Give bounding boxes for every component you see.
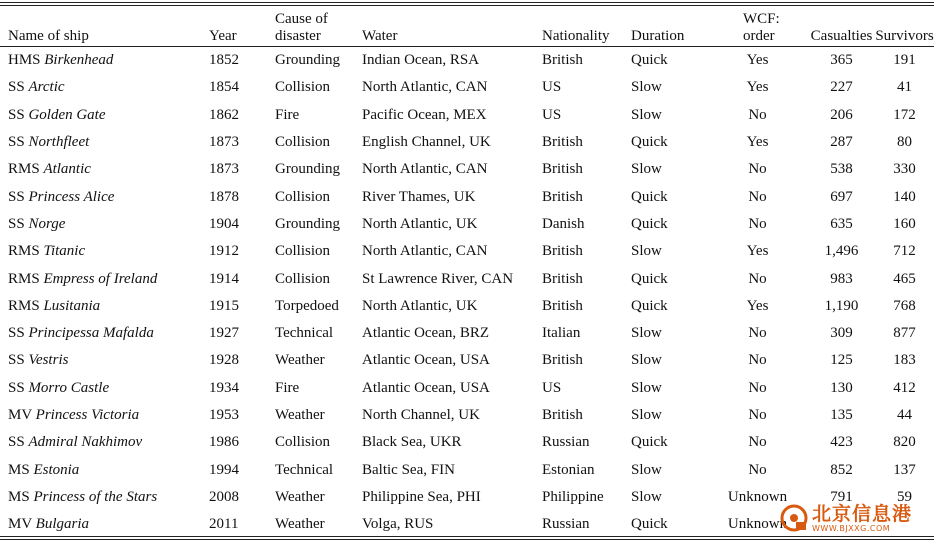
cell-duration: Slow (631, 407, 662, 423)
cell-water: Baltic Sea, FIN (362, 461, 455, 478)
cell-wcf: Unknown (727, 488, 788, 505)
cell-year: 1854 (209, 79, 239, 96)
ship-prefix: SS (8, 79, 25, 96)
cell-ship-name (0, 47, 209, 74)
cell-ship-name (0, 347, 209, 374)
cell-water: Atlantic Ocean, USA (362, 352, 490, 369)
header-wcf-order: WCF: order (743, 11, 780, 44)
cell-casualties: 365 (830, 52, 853, 69)
top-rule (0, 2, 934, 3)
cell-casualties: 227 (830, 79, 853, 96)
cell-duration: Quick (631, 188, 668, 205)
cell-ship-name (0, 293, 209, 320)
watermark-logo-icon (780, 504, 808, 532)
cell-water: North Atlantic, CAN (362, 161, 488, 178)
cell-survivors: 820 (893, 434, 916, 451)
cell-casualties: 635 (830, 215, 853, 232)
cell-casualties: 983 (830, 270, 853, 287)
ship-name: Vestris (28, 352, 69, 369)
table-row (0, 429, 934, 456)
header-casualties: Casualties (810, 28, 873, 44)
cell-cause: Grounding (275, 161, 340, 178)
ship-name: Norge (28, 215, 66, 232)
cell-wcf: No (748, 270, 767, 287)
cell-wcf: Yes (746, 243, 769, 260)
cell-water: North Atlantic, CAN (362, 243, 488, 260)
cell-duration: Slow (631, 161, 662, 178)
cell-wcf: No (748, 161, 767, 178)
ship-prefix: SS (8, 188, 25, 205)
cell-duration: Quick (631, 215, 668, 232)
cell-duration: Quick (631, 297, 668, 314)
cell-water: North Channel, UK (362, 407, 480, 423)
cell-survivors: 140 (893, 188, 916, 205)
cell-wcf: No (748, 215, 767, 232)
cell-cause: Grounding (275, 215, 340, 232)
cell-water: Atlantic Ocean, USA (362, 379, 490, 396)
cell-duration: Slow (631, 379, 662, 396)
cell-survivors: 41 (897, 79, 912, 96)
cell-cause: Collision (275, 434, 331, 451)
ship-name: Golden Gate (28, 106, 106, 123)
ship-name: Arctic (28, 79, 65, 96)
cell-water: North Atlantic, CAN (362, 79, 488, 96)
cell-nationality: British (542, 134, 583, 151)
header-rule (0, 46, 934, 47)
cell-survivors: 160 (893, 215, 916, 232)
cell-survivors: 465 (893, 270, 916, 287)
cell-cause: Collision (275, 134, 331, 151)
ship-prefix: SS (8, 215, 25, 232)
cell-nationality: British (542, 52, 583, 69)
cell-duration: Quick (631, 270, 668, 287)
cell-nationality: Philippine (542, 488, 604, 505)
cell-nationality: British (542, 297, 583, 314)
cell-cause: Torpedoed (275, 297, 339, 314)
cell-year: 1915 (209, 297, 239, 314)
cell-year: 1934 (209, 379, 239, 396)
cell-wcf: No (748, 407, 767, 423)
cell-year: 1914 (209, 270, 239, 287)
cell-year: 1986 (209, 434, 239, 451)
cell-nationality: Italian (542, 325, 581, 342)
ship-name: Princess Alice (28, 188, 115, 205)
ship-name: Estonia (33, 461, 80, 478)
cell-casualties: 309 (830, 325, 853, 342)
ship-name: Titanic (43, 243, 86, 260)
ship-name: Morro Castle (28, 379, 110, 396)
cell-ship-name (0, 211, 209, 238)
cell-duration: Slow (631, 243, 662, 260)
cell-ship-name (0, 156, 209, 183)
table-row (0, 183, 934, 210)
cell-water: Philippine Sea, PHI (362, 488, 481, 505)
cell-nationality: Estonian (542, 461, 595, 478)
table-row (0, 102, 934, 129)
cell-nationality: Russian (542, 516, 590, 533)
cell-cause: Fire (275, 106, 300, 123)
cell-casualties: 1,496 (824, 243, 859, 260)
cell-water: Black Sea, UKR (362, 434, 462, 451)
cell-water: Pacific Ocean, MEX (362, 106, 487, 123)
cell-cause: Weather (275, 407, 325, 423)
header-row (0, 6, 934, 47)
cell-casualties: 135 (830, 407, 853, 423)
cell-casualties: 130 (830, 379, 853, 396)
watermark-text: 北京信息港 (812, 502, 913, 525)
cell-ship-name (0, 129, 209, 156)
cell-survivors: 330 (893, 161, 916, 178)
cell-year: 1927 (209, 325, 239, 342)
table-row (0, 238, 934, 265)
cell-year: 1928 (209, 352, 239, 369)
ship-prefix: SS (8, 352, 25, 369)
cell-water: St Lawrence River, CAN (362, 270, 514, 287)
cell-cause: Fire (275, 379, 300, 396)
header-duration: Duration (631, 28, 685, 44)
table-row (0, 456, 934, 483)
cell-casualties: 287 (830, 134, 853, 151)
watermark-url: WWW.BJXXG.COM (812, 523, 891, 533)
cell-survivors: 768 (893, 297, 916, 314)
table-row (0, 74, 934, 101)
ship-prefix: SS (8, 434, 25, 451)
cell-wcf: No (748, 352, 767, 369)
cell-wcf: Unknown (727, 516, 788, 533)
cell-duration: Quick (631, 434, 668, 451)
ship-name: Principessa Mafalda (28, 325, 154, 342)
header-survivors: Survivors (875, 28, 934, 44)
cell-ship-name (0, 102, 209, 129)
cell-nationality: British (542, 352, 583, 369)
header-water: Water (362, 28, 398, 44)
header-nationality: Nationality (542, 28, 610, 44)
ship-name: Bulgaria (35, 516, 89, 533)
cell-water: North Atlantic, UK (362, 297, 478, 314)
ship-prefix: RMS (8, 243, 40, 260)
cell-casualties: 791 (830, 488, 853, 505)
cell-casualties: 423 (830, 434, 853, 451)
cell-water: North Atlantic, UK (362, 215, 478, 232)
cell-survivors: 44 (897, 407, 912, 423)
cell-survivors: 412 (893, 379, 916, 396)
cell-year: 1878 (209, 188, 239, 205)
cell-ship-name (0, 375, 209, 402)
cell-casualties: 206 (830, 106, 853, 123)
cell-nationality: British (542, 407, 583, 423)
cell-duration: Slow (631, 352, 662, 369)
cell-cause: Weather (275, 488, 325, 505)
shipwreck-table (0, 6, 934, 538)
cell-casualties: 125 (830, 352, 853, 369)
cell-ship-name (0, 484, 209, 511)
ship-name: Northfleet (28, 134, 90, 151)
cell-survivors: 712 (893, 243, 916, 260)
ship-prefix: MV (8, 516, 32, 533)
cell-survivors: 172 (893, 106, 916, 123)
header-year: Year (209, 28, 237, 44)
cell-year: 1994 (209, 461, 239, 478)
ship-prefix: HMS (8, 52, 41, 69)
ship-name: Atlantic (43, 161, 91, 178)
cell-survivors: 80 (897, 134, 912, 151)
cell-nationality: British (542, 188, 583, 205)
cell-survivors: 59 (897, 488, 912, 505)
cell-nationality: US (542, 79, 562, 96)
cell-wcf: No (748, 379, 767, 396)
cell-duration: Slow (631, 325, 662, 342)
cell-cause: Technical (275, 461, 334, 478)
table-row (0, 402, 934, 429)
cell-cause: Collision (275, 188, 331, 205)
cell-cause: Weather (275, 352, 325, 369)
cell-wcf: No (748, 188, 767, 205)
cell-wcf: Yes (746, 79, 769, 96)
cell-ship-name (0, 238, 209, 265)
cell-wcf: Yes (746, 297, 769, 314)
cell-duration: Slow (631, 106, 662, 123)
ship-prefix: SS (8, 379, 25, 396)
ship-prefix: SS (8, 106, 25, 123)
cell-year: 1873 (209, 134, 239, 151)
cell-year: 1904 (209, 215, 239, 232)
ship-prefix: SS (8, 134, 25, 151)
cell-duration: Slow (631, 488, 662, 505)
table-row (0, 156, 934, 183)
cell-cause: Grounding (275, 52, 340, 69)
cell-cause: Weather (275, 516, 325, 533)
cell-ship-name (0, 429, 209, 456)
ship-name: Admiral Nakhimov (28, 434, 143, 451)
ship-prefix: RMS (8, 297, 40, 314)
cell-casualties: 1,190 (824, 297, 859, 314)
cell-wcf: No (748, 461, 767, 478)
cell-survivors: 183 (893, 352, 916, 369)
ship-prefix: RMS (8, 161, 40, 178)
cell-year: 1912 (209, 243, 239, 260)
cell-nationality: US (542, 379, 562, 396)
cell-nationality: Russian (542, 434, 590, 451)
cell-casualties: 697 (830, 188, 853, 205)
cell-water: River Thames, UK (362, 188, 476, 205)
cell-nationality: Danish (542, 215, 585, 232)
ship-prefix: SS (8, 325, 25, 342)
ship-name: Birkenhead (44, 52, 114, 69)
header-cause: Cause of disaster (275, 11, 328, 44)
cell-cause: Collision (275, 243, 331, 260)
table-row (0, 375, 934, 402)
cell-cause: Collision (275, 270, 331, 287)
cell-nationality: British (542, 243, 583, 260)
cell-year: 1852 (209, 52, 239, 69)
cell-ship-name (0, 265, 209, 292)
cell-cause: Collision (275, 79, 331, 96)
ship-prefix: RMS (8, 270, 40, 287)
cell-wcf: Yes (746, 134, 769, 151)
cell-nationality: British (542, 161, 583, 178)
cell-year: 2008 (209, 488, 239, 505)
ship-prefix: MS (8, 461, 30, 478)
cell-wcf: No (748, 325, 767, 342)
cell-casualties: 852 (830, 461, 853, 478)
ship-prefix: MV (8, 407, 32, 423)
ship-name: Princess of the Stars (33, 488, 158, 505)
cell-survivors: 191 (893, 52, 916, 69)
table-row (0, 211, 934, 238)
bottom-rule (0, 536, 934, 537)
cell-duration: Quick (631, 52, 668, 69)
table-row (0, 129, 934, 156)
table-row (0, 265, 934, 292)
cell-wcf: Yes (746, 52, 769, 69)
ship-name: Princess Victoria (35, 407, 140, 423)
cell-duration: Quick (631, 134, 668, 151)
cell-survivors: 137 (893, 461, 916, 478)
cell-water: Volga, RUS (362, 516, 434, 533)
cell-year: 2011 (209, 516, 239, 533)
ship-prefix: MS (8, 488, 30, 505)
table-row (0, 320, 934, 347)
cell-ship-name (0, 74, 209, 101)
cell-nationality: US (542, 106, 562, 123)
cell-survivors: 877 (893, 325, 916, 342)
cell-water: Atlantic Ocean, BRZ (362, 325, 490, 342)
cell-cause: Technical (275, 325, 334, 342)
watermark (780, 501, 930, 535)
cell-wcf: No (748, 434, 767, 451)
cell-duration: Quick (631, 516, 668, 533)
bottom-rule-inner (0, 539, 934, 540)
cell-ship-name (0, 320, 209, 347)
cell-wcf: No (748, 106, 767, 123)
cell-water: English Channel, UK (362, 134, 491, 151)
ship-name: Empress of Ireland (43, 270, 158, 287)
cell-year: 1953 (209, 407, 239, 423)
header-name: Name of ship (8, 28, 89, 44)
cell-year: 1862 (209, 106, 239, 123)
cell-ship-name (0, 456, 209, 483)
table-row (0, 347, 934, 374)
cell-year: 1873 (209, 161, 239, 178)
cell-ship-name (0, 511, 209, 538)
cell-water: Indian Ocean, RSA (362, 52, 480, 69)
cell-duration: Slow (631, 79, 662, 96)
cell-casualties: 538 (830, 161, 853, 178)
ship-name: Lusitania (43, 297, 101, 314)
cell-nationality: British (542, 270, 583, 287)
table-row (0, 47, 934, 74)
cell-ship-name (0, 183, 209, 210)
cell-duration: Slow (631, 461, 662, 478)
table-row (0, 293, 934, 320)
cell-ship-name (0, 402, 209, 429)
